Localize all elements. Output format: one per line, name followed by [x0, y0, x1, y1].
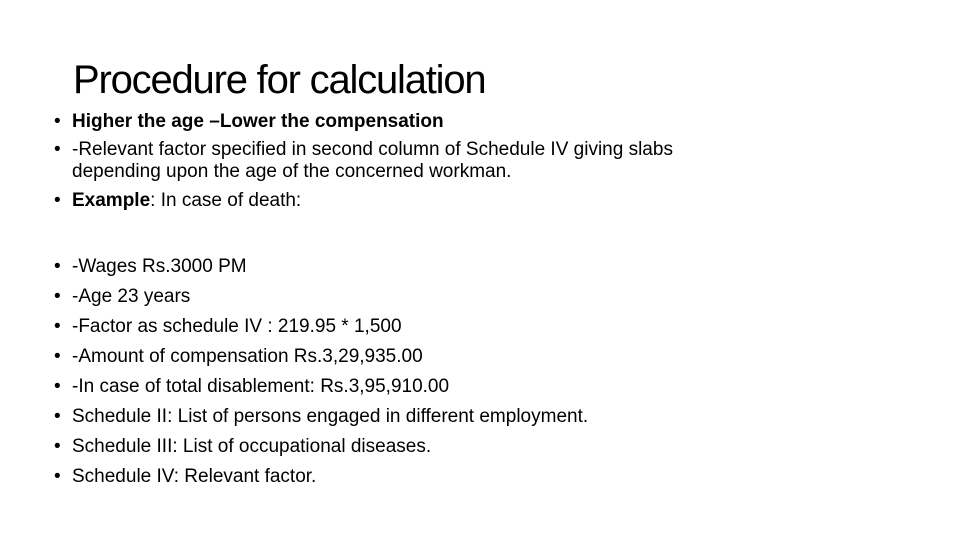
slide-title: Procedure for calculation — [73, 58, 486, 102]
bullet-text: -Amount of compensation Rs.3,29,935.00 — [72, 346, 423, 367]
list-item — [0, 462, 588, 492]
bullet-text: Schedule III: List of occupational diseases. — [72, 436, 432, 457]
bullet-icon: • — [54, 139, 61, 160]
bullet-text: -Relevant factor specified in second column of Schedule IV giving slabs — [72, 139, 673, 160]
list-item — [0, 252, 588, 282]
bullet-text: -Factor as schedule IV : 219.95 * 1,500 — [72, 316, 402, 337]
list-item — [0, 139, 673, 183]
bullet-icon: • — [54, 466, 61, 487]
bullet-icon: • — [54, 406, 61, 427]
bullet-text: Schedule IV: Relevant factor. — [72, 466, 317, 487]
bullet-icon: • — [54, 346, 61, 367]
bullet-icon: • — [54, 436, 61, 457]
list-item — [0, 432, 588, 462]
bullet-text: -Age 23 years — [72, 286, 191, 307]
list-item — [0, 402, 588, 432]
list-item — [0, 282, 588, 312]
bullet-icon: • — [54, 256, 61, 277]
bullet-icon: • — [54, 286, 61, 307]
list-item — [0, 190, 673, 212]
bullet-text: Schedule II: List of persons engaged in different employment. — [72, 406, 589, 427]
list-item — [0, 111, 673, 133]
list-item — [0, 372, 588, 402]
bullet-text: Higher the age –Lower the compensation — [72, 111, 444, 132]
bullet-icon: • — [54, 111, 61, 132]
detail-bullet-list — [0, 252, 588, 492]
list-item — [0, 342, 588, 372]
bullet-icon: • — [54, 376, 61, 397]
list-item — [0, 312, 588, 342]
bullet-icon: • — [54, 190, 61, 211]
bullet-icon: • — [54, 316, 61, 337]
bullet-text: -In case of total disablement: Rs.3,95,910.00 — [72, 376, 450, 397]
bullet-text-bold: Example — [72, 190, 151, 211]
bullet-text: : In case of death: — [150, 190, 302, 211]
intro-bullet-list — [0, 111, 673, 218]
bullet-text: -Wages Rs.3000 PM — [72, 256, 247, 277]
bullet-text-continuation: depending upon the age of the concerned workman. — [72, 161, 512, 182]
